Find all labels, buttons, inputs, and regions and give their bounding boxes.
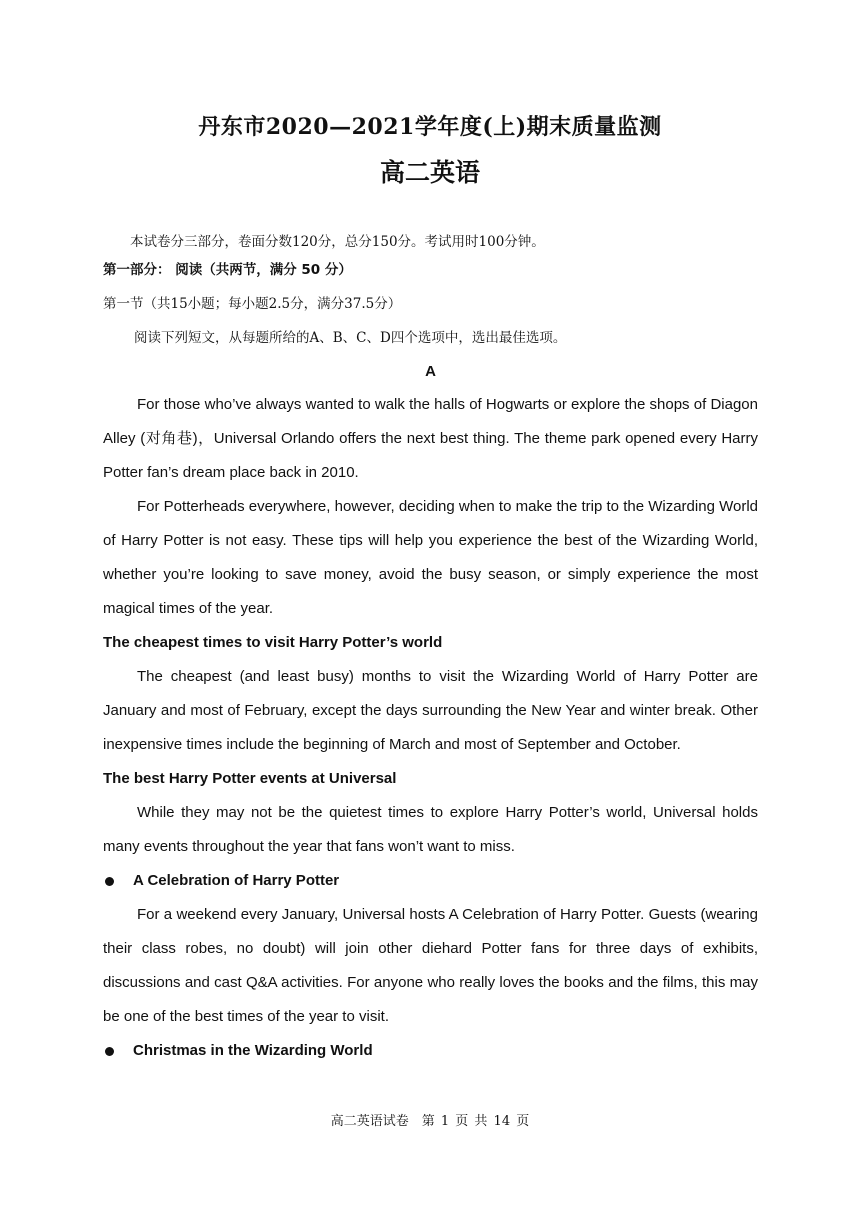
subheading-best-events: The best Harry Potter events at Universal — [103, 770, 397, 787]
paragraph-4: While they may not be the quietest times to explore Harry Potter’s world, Universal holds many events throughout the year that fans won’t want to miss. — [103, 804, 758, 855]
paragraph-3: The cheapest (and least busy) months to visit the Wizarding World of Harry Potter are January and most of February, except the days surrounding the New Year and winter break. Other inexpensive times include the beginning of March and most of September and October. — [103, 668, 758, 753]
page-footer: 高二英语试卷 第 1 页 共 14 页 — [330, 1114, 530, 1129]
exam-subject: 高二英语 — [379, 158, 480, 187]
section1-heading: 第一节（共15小题；每小题2.5分，满分37.5分） — [103, 296, 402, 312]
bullet-celebration-label: A Celebration of Harry Potter — [133, 872, 340, 889]
exam-body — [103, 231, 758, 1068]
paragraph-2: For Potterheads everywhere, however, deciding when to make the trip to the Wizarding World of Harry Potter is not easy. These tips will help you experience the best of the Wizarding World, whether you’re looking to save money, avoid the busy season, or simply experience the most magical times of the year. — [103, 498, 758, 617]
paragraph-1: For those who’ve always wanted to walk the halls of Hogwarts or explore the shops of Diagon Alley (对角巷)，Universal Orlando offers the next best thing. The theme park opened every Harry Potter fan’s dream place back in 2010. — [103, 396, 758, 481]
part1-heading: 第一部分： 阅读（共两节，满分 50 分） — [103, 262, 352, 278]
bullet-dot-icon — [105, 877, 114, 886]
paragraph-5: For a weekend every January, Universal hosts A Celebration of Harry Potter. Guests (wearing their class robes, no doubt) will join other diehard Potter fans for three days of exhibits, discussions and cast Q&A activities. For anyone who really loves the books and the films, this may be one of the best times of the year to visit. — [103, 906, 758, 1025]
bullet-christmas-label: Christmas in the Wizarding World — [133, 1042, 373, 1059]
exam-title: 丹东市2020—2021学年度(上)期末质量监测 — [198, 114, 662, 140]
reading-instruction: 阅读下列短文，从每题所给的A、B、C、D四个选项中，选出最佳选项。 — [134, 330, 567, 346]
passage-letter: A — [425, 363, 436, 380]
exam-intro: 本试卷分三部分，卷面分数120分，总分150分。考试用时100分钟。 — [130, 234, 545, 250]
bullet-celebration — [103, 864, 758, 898]
bullet-christmas — [103, 1034, 758, 1068]
subheading-cheapest-times: The cheapest times to visit Harry Potter’s world — [103, 634, 443, 651]
bullet-dot-icon — [105, 1047, 114, 1056]
